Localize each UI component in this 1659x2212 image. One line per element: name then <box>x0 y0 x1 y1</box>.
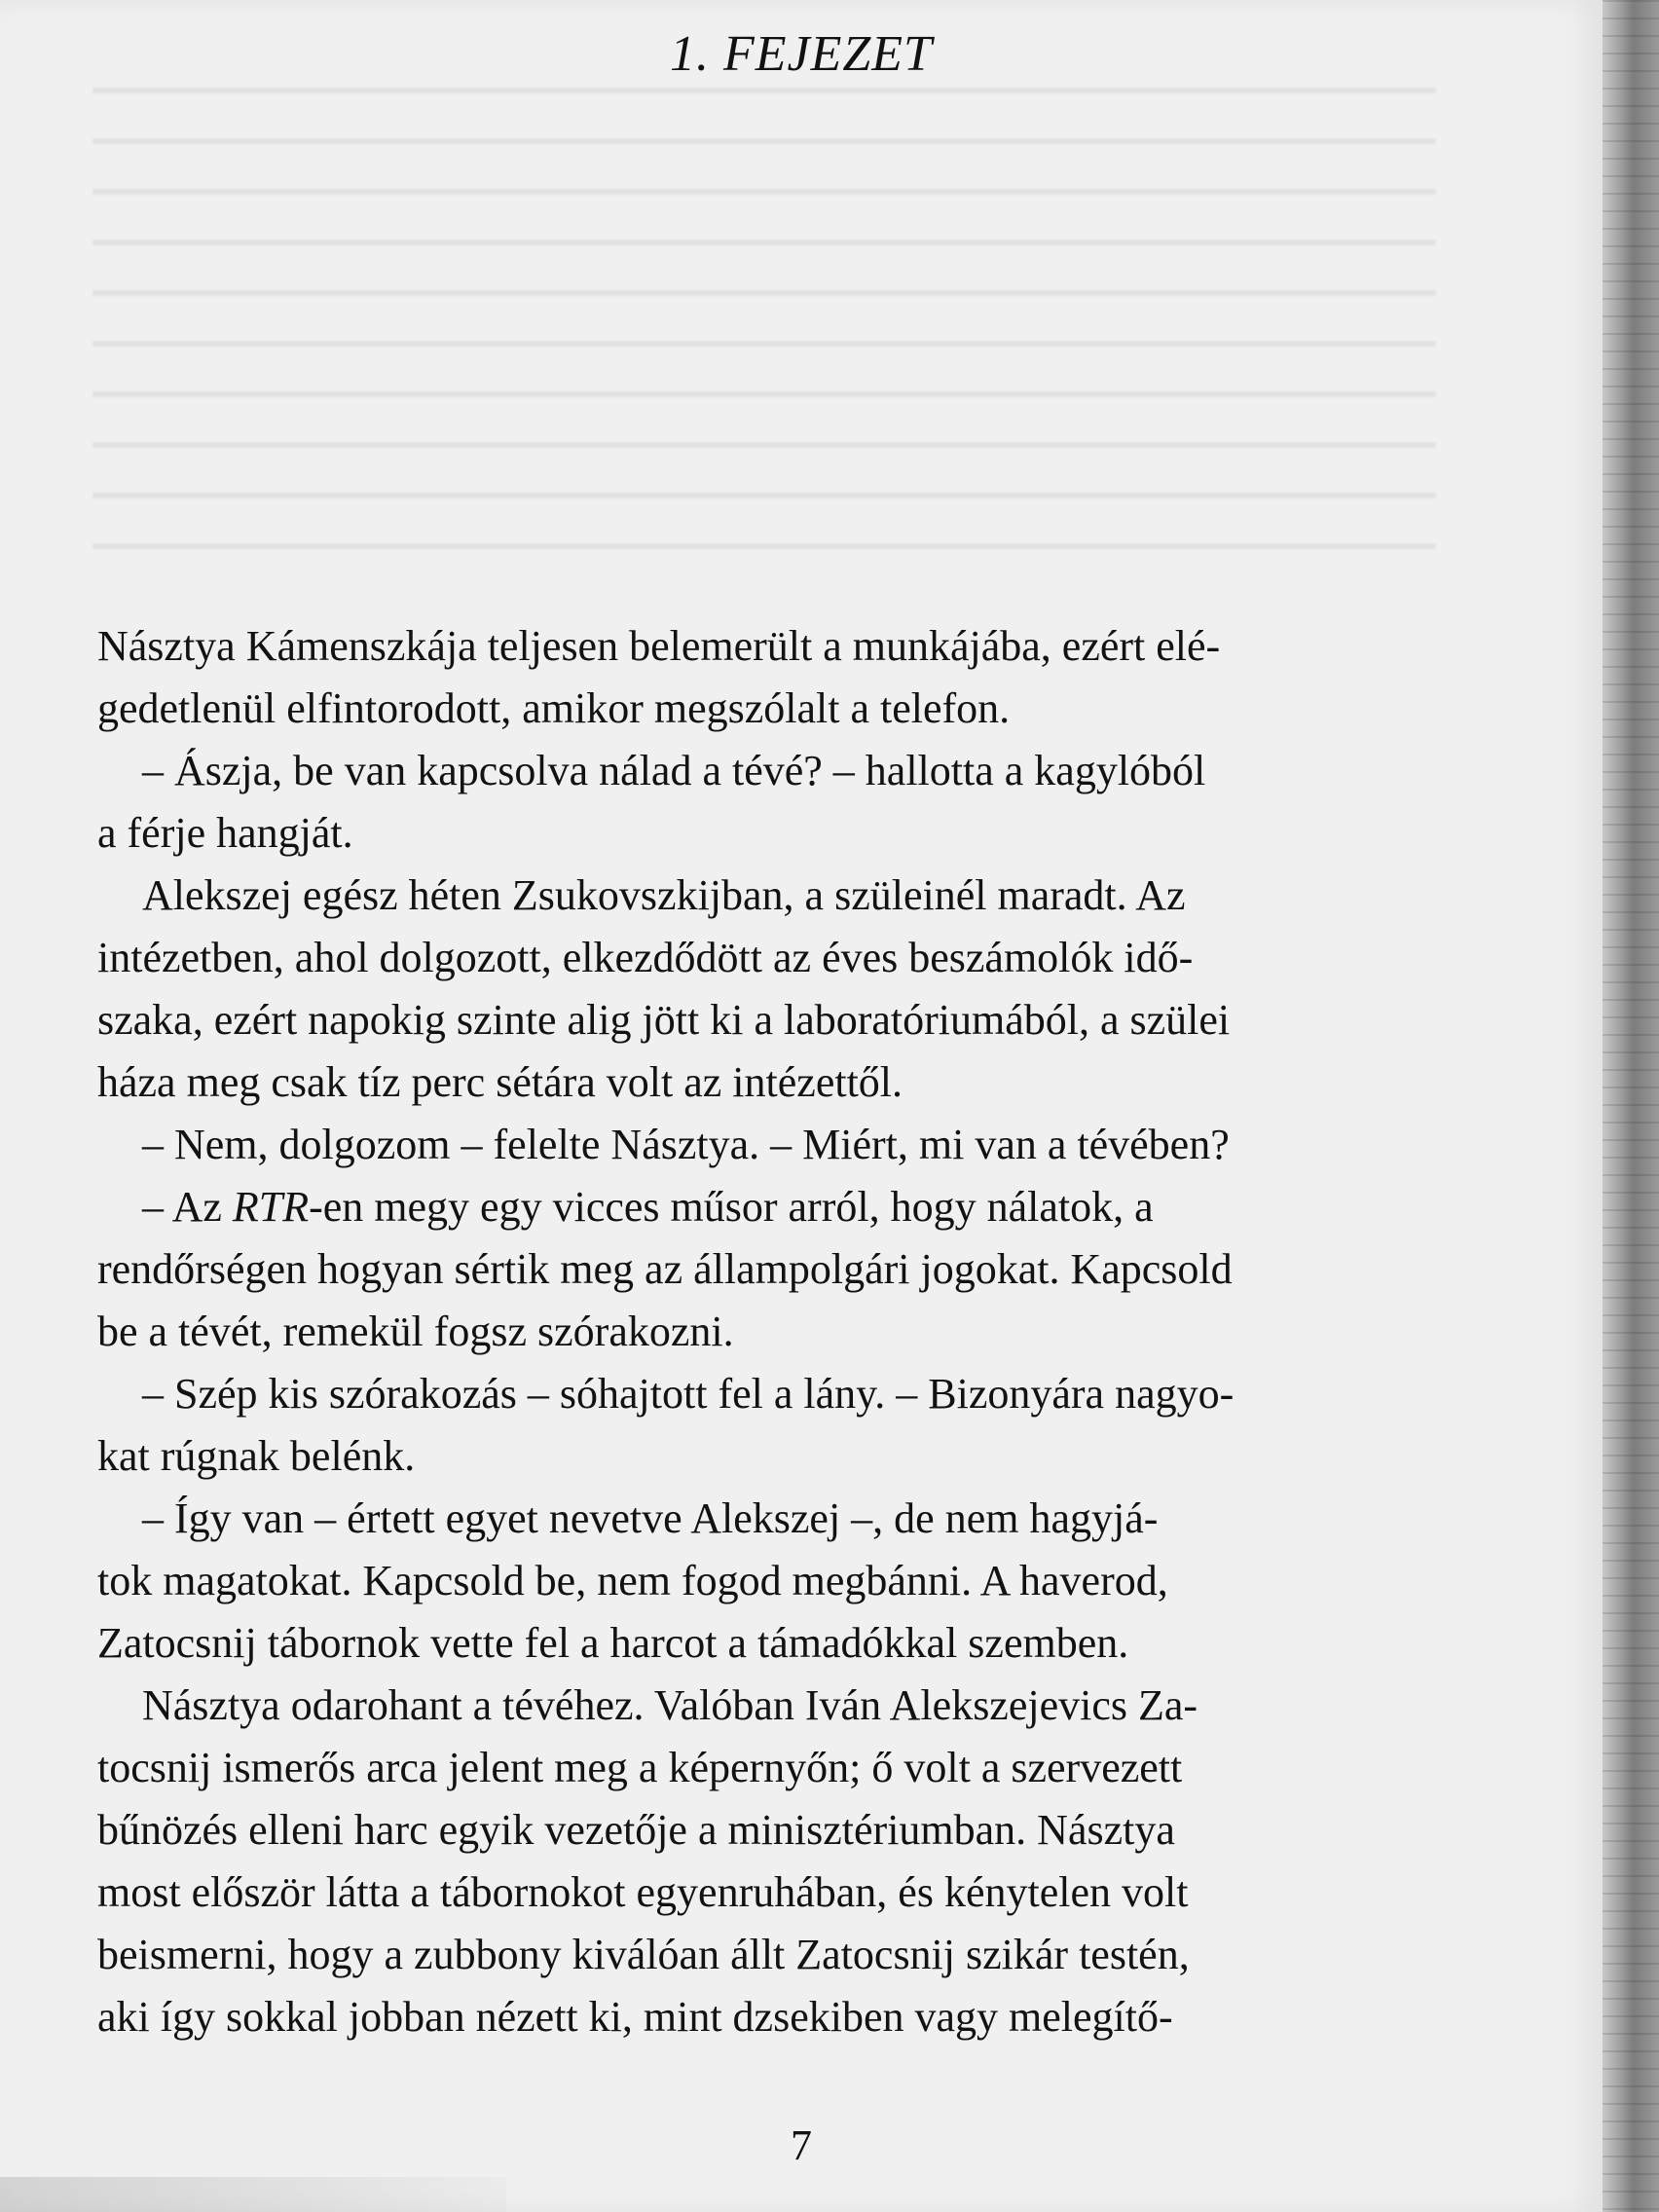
body-line: – Szép kis szórakozás – sóhajtott fel a lány. – Bizonyára nagyo- <box>142 1370 1235 1418</box>
watermark-strip <box>0 2177 506 2212</box>
body-line: bűnözés elleni harc egyik vezetője a minisztériumban. Násztya <box>97 1806 1175 1854</box>
body-line: rendőrségen hogyan sértik meg az állampolgári jogokat. Kapcsold <box>97 1245 1233 1293</box>
body-line: – Ászja, be van kapcsolva nálad a tévé? – hallotta a kagylóból <box>142 747 1206 794</box>
body-line-rtr: – Az RTR-en megy egy vicces műsor arról, hogy nálatok, a <box>142 1183 1154 1231</box>
body-line: Násztya odarohant a tévéhez. Valóban Iván Alekszejevics Za- <box>142 1681 1198 1729</box>
chapter-title: 1. FEJEZET <box>670 26 933 82</box>
body-line: be a tévét, remekül fogsz szórakozni. <box>97 1308 734 1355</box>
page-edge-texture <box>1603 0 1659 2212</box>
page-body <box>97 615 1447 2048</box>
body-line: gedetlenül elfintorodott, amikor megszólalt a telefon. <box>97 684 1011 732</box>
body-line: aki így sokkal jobban nézett ki, mint dzsekiben vagy melegítő- <box>97 1993 1173 2041</box>
body-line: – Így van – értett egyet nevetve Alekszej –, de nem hagyjá- <box>142 1494 1159 1542</box>
body-line: beismerni, hogy a zubbony kiválóan állt Zatocsnij szikár testén, <box>97 1931 1190 1978</box>
body-line: kat rúgnak belénk. <box>97 1432 416 1480</box>
body-line: szaka, ezért napokig szinte alig jött ki a laboratóriumából, a szülei <box>97 996 1231 1044</box>
body-line: Násztya Kámenszkája teljesen belemerült a munkájába, ezért elé- <box>97 622 1221 670</box>
body-line: tok magatokat. Kapcsold be, nem fogod megbánni. A haverod, <box>97 1557 1168 1604</box>
body-line: a férje hangját. <box>97 809 353 857</box>
body-line: Zatocsnij tábornok vette fel a harcot a támadókkal szemben. <box>97 1619 1129 1667</box>
bleed-through-text <box>92 43 1436 588</box>
body-line: háza meg csak tíz perc sétára volt az intézettől. <box>97 1058 903 1106</box>
body-line: intézetben, ahol dolgozott, elkezdődött az éves beszámolók idő- <box>97 934 1194 981</box>
rtr-italic: RTR <box>232 1183 310 1231</box>
page-number: 7 <box>791 2121 812 2169</box>
body-line: most először látta a tábornokot egyenruhában, és kénytelen volt <box>97 1868 1189 1916</box>
body-line: – Nem, dolgozom – felelte Násztya. – Miért, mi van a tévében? <box>142 1121 1230 1168</box>
body-line: tocsnij ismerős arca jelent meg a képernyőn; ő volt a szervezett <box>97 1744 1183 1791</box>
body-line: Alekszej egész héten Zsukovszkijban, a szüleinél maradt. Az <box>142 871 1186 919</box>
